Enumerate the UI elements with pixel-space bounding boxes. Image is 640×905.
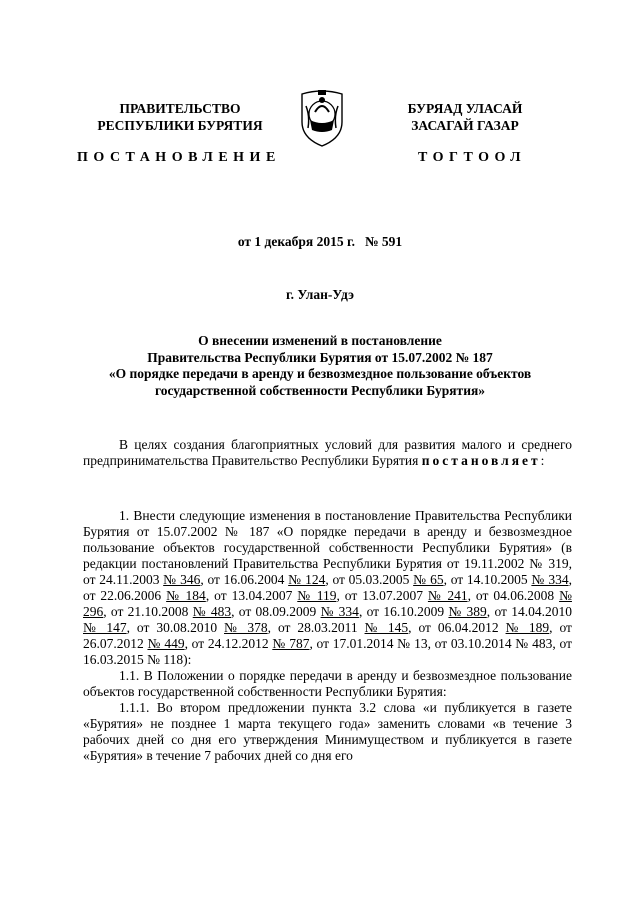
subject-line-1: О внесении изменений в постановление xyxy=(198,333,442,348)
paragraph-1-text: , от 21.10.2008 xyxy=(103,604,193,619)
paragraph-1-text: , от 24.12.2012 xyxy=(184,636,273,651)
government-line-1: ПРАВИТЕЛЬСТВО xyxy=(119,101,241,116)
paragraph-1-text: , от 05.03.2005 xyxy=(325,572,414,587)
paragraph-1-1: 1.1. В Положении о порядке передачи в аренду и безвозмездное пользование объектов государственной собственности Республики Бурятия: xyxy=(83,668,572,699)
document-type-buryat: ТОГТООЛ xyxy=(418,150,527,165)
paragraph-1 xyxy=(83,508,572,668)
document-subject xyxy=(80,333,560,399)
amendment-ref-link[interactable]: № 389 xyxy=(448,604,487,619)
amendment-ref-link[interactable]: № 449 xyxy=(147,636,185,651)
document-type-russian: ПОСТАНОВЛЕНИЕ xyxy=(77,150,281,165)
preamble-colon: : xyxy=(540,453,545,468)
government-name-russian xyxy=(80,100,280,134)
paragraph-1-text: 1. Внести следующие изменения в постановление Правительства Республики Бурятия от 15.07.2002 № 187 «О порядке передачи в аренду и безвозмездное пользование объектов государственной собственности Республики Бурятия» (в редакции постановлений Правительства Республики Бурятия от 19.11.2002 № 319, от 24.11.2003 xyxy=(83,508,572,587)
amendment-ref-link[interactable]: № 334 xyxy=(531,572,569,587)
paragraph-1-text: , от 16.06.2004 xyxy=(200,572,289,587)
amendment-ref-link[interactable]: № 124 xyxy=(288,572,326,587)
paragraph-1-text: , от 16.10.2009 xyxy=(358,604,449,619)
document-date: от 1 декабря 2015 г. xyxy=(237,234,355,249)
amendment-ref-link[interactable]: № 483 xyxy=(192,604,232,619)
paragraph-1-text: , от 13.04.2007 xyxy=(205,588,298,603)
amendment-ref-link[interactable]: № 241 xyxy=(427,588,468,603)
amendment-ref-link[interactable]: № 147 xyxy=(83,620,127,635)
paragraph-1-text: , от 30.08.2010 xyxy=(126,620,225,635)
paragraph-1-1-1: 1.1.1. Во втором предложении пункта 3.2 слова «и публикуется в газете «Бурятия» не позднее 1 марта текущего года» заменить словами «в течение 3 рабочих дней со дня его утверждения Минимуществом и публикуется в газете «Бурятия» в течение 7 рабочих дней со дня его xyxy=(83,700,572,763)
paragraph-1-text: , от 04.06.2008 xyxy=(467,588,560,603)
paragraph-1-text: , от 13.07.2007 xyxy=(336,588,428,603)
amendment-ref-link[interactable]: № 346 xyxy=(163,572,201,587)
amendment-ref-link[interactable]: № 189 xyxy=(505,620,550,635)
amendment-ref-link[interactable]: № 334 xyxy=(320,604,359,619)
document-city: г. Улан-Удэ xyxy=(286,287,354,302)
paragraph-1-text: , от 22.06.2006 xyxy=(83,572,572,603)
document-number: № 591 xyxy=(364,234,403,249)
paragraph-1-text: , от 28.03.2011 xyxy=(267,620,365,635)
paragraph-1-text: , от 17.01.2014 № 13, от 03.10.2014 № 483, от 16.03.2015 № 118): xyxy=(83,636,572,667)
amendment-ref-link[interactable]: № 145 xyxy=(364,620,409,635)
government-line-2: РЕСПУБЛИКИ БУРЯТИЯ xyxy=(97,118,263,133)
subject-line-3: «О порядке передачи в аренду и безвозмездное пользование объектов xyxy=(108,366,532,381)
subject-line-2: Правительства Республики Бурятия от 15.07.2002 № 187 xyxy=(147,349,493,365)
amendment-ref-link[interactable]: № 296 xyxy=(83,588,572,619)
resolves-keyword: постановляет xyxy=(421,453,541,468)
amendment-ref-link[interactable]: № 65 xyxy=(413,572,444,587)
government-name-buryat xyxy=(380,100,550,134)
paragraph-1-text: , от 08.09.2009 xyxy=(231,604,321,619)
document-body xyxy=(83,508,572,764)
paragraph-1-text: , от 14.10.2005 xyxy=(443,572,532,587)
paragraph-1-text: , от 26.07.2012 xyxy=(83,620,572,651)
preamble xyxy=(83,437,572,469)
paragraph-1-text: , от 06.04.2012 xyxy=(408,620,506,635)
preamble-text: В целях создания благоприятных условий для развития малого и среднего предпринимательства Правительство Республики Бурятия xyxy=(83,437,572,468)
amendment-ref-link[interactable]: № 378 xyxy=(224,620,268,635)
government-buryat-line-2: ЗАСАГАЙ ГАЗАР xyxy=(411,118,519,133)
paragraph-1-text: , от 14.04.2010 xyxy=(486,604,572,619)
amendment-ref-link[interactable]: № 184 xyxy=(166,588,206,603)
government-buryat-line-1: БУРЯАД УЛАСАЙ xyxy=(407,101,523,116)
document-date-line xyxy=(0,234,640,250)
subject-line-4: государственной собственности Республики Бурятия» xyxy=(154,382,486,398)
amendment-ref-link[interactable]: № 787 xyxy=(272,636,310,651)
coat-of-arms-icon xyxy=(298,86,346,148)
amendment-ref-link[interactable]: № 119 xyxy=(297,588,337,603)
